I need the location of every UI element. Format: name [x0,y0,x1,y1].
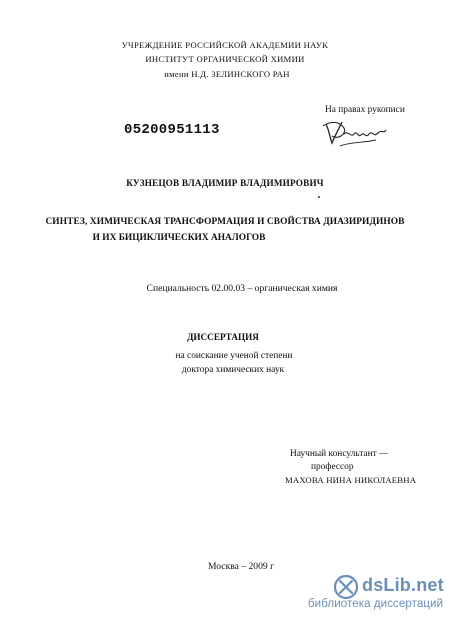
catalog-number: 05200951113 [124,122,220,138]
watermark-subtitle: библиотека диссертаций [308,598,444,610]
watermark-brand: dsLib.net [362,575,444,595]
institution-line-3: имени Н.Д. ЗЕЛИНСКОГО РАН [164,69,290,79]
institution-line-1: УЧРЕЖДЕНИЕ РОССИЙСКОЙ АКАДЕМИИ НАУК [121,40,329,50]
specialty-line: Специальность 02.00.03 – органическая химия [146,283,338,294]
manuscript-rights-note: На правах рукописи [325,105,405,115]
dslib-watermark[interactable] [300,574,450,619]
degree-purpose-line-1: на соискание ученой степени [175,351,293,361]
degree-purpose-line-2: доктора химических наук [181,365,285,375]
place-and-year: Москва – 2009 г [207,561,275,572]
dslib-logo-icon [333,574,359,600]
document-type: ДИССЕРТАЦИЯ [187,332,259,342]
author-name: КУЗНЕЦОВ ВЛАДИМИР ВЛАДИМИРОВИЧ [126,178,324,188]
advisor-title: профессор [311,462,354,472]
advisor-name: МАХОВА НИНА НИКОЛАЕВНА [285,475,417,485]
advisor-role: Научный консультант — [290,449,389,459]
scan-speck [318,196,320,198]
institution-line-2: ИНСТИТУТ ОРГАНИЧЕСКОЙ ХИМИИ [145,54,305,64]
handwritten-signature [320,116,390,150]
scientific-advisor [285,448,417,487]
thesis-title-line-1: СИНТЕЗ, ХИМИЧЕСКАЯ ТРАНСФОРМАЦИЯ И СВОЙСТВА ДИАЗИРИДИНОВ [45,217,405,227]
thesis-title-line-2: И ИХ БИЦИКЛИЧЕСКИХ АНАЛОГОВ [92,233,266,243]
